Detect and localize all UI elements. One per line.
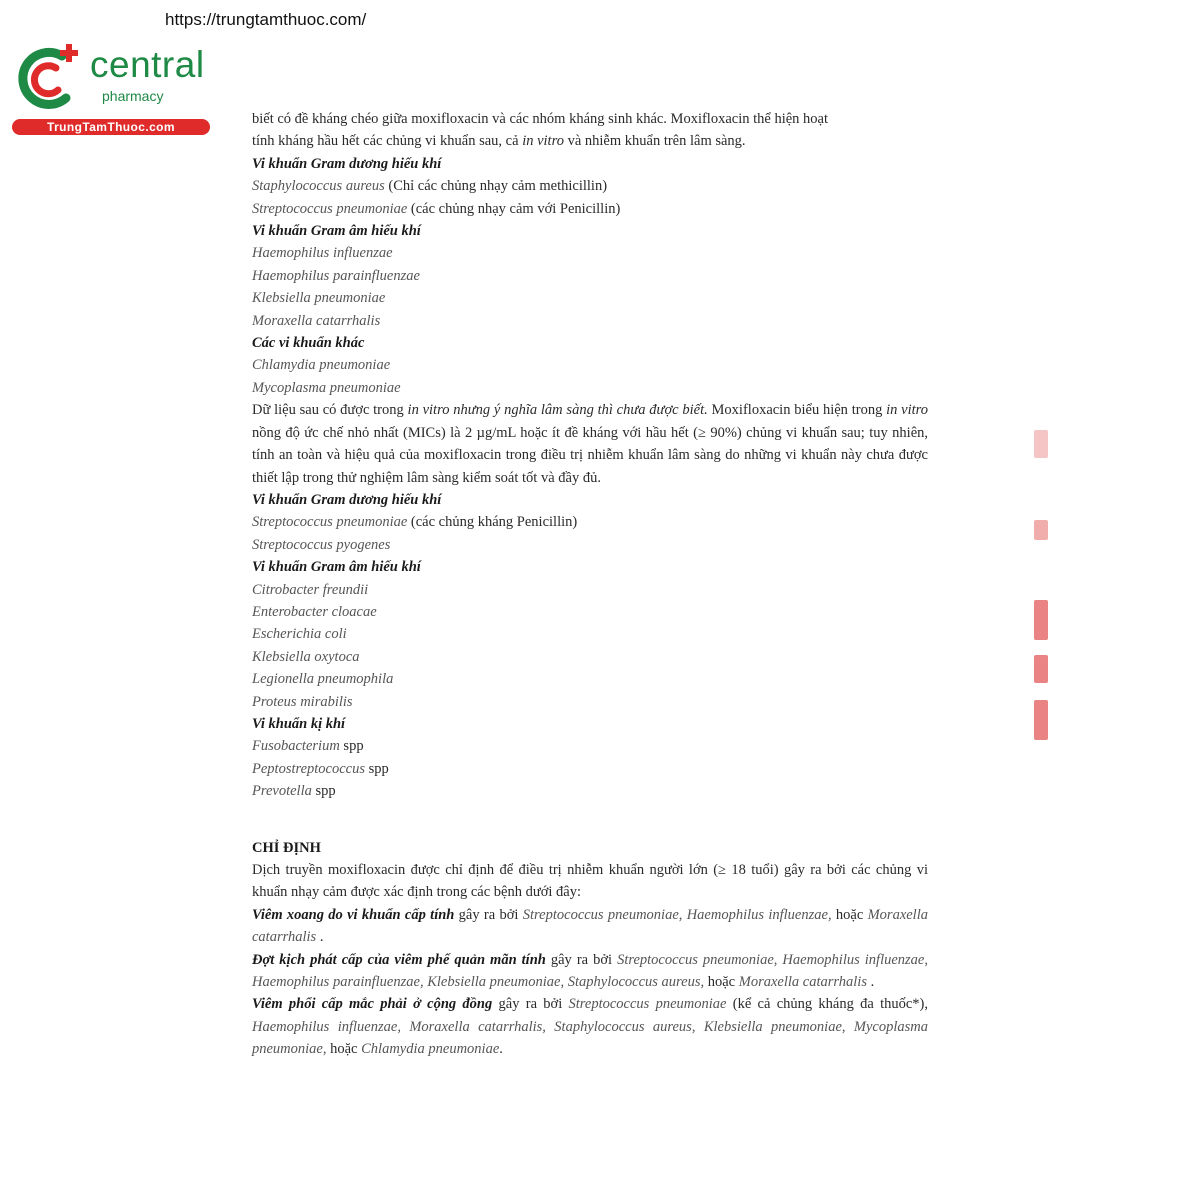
indication-sinusitis: Viêm xoang do vi khuẩn cấp tính gây ra bởi Streptococcus pneumoniae, Haemophilus influenzae, hoặc Moraxella catarrhalis . [252, 906, 928, 946]
list-item: Legionella pneumophila [252, 671, 394, 688]
list-item: Streptococcus pneumoniae (các chủng kháng Penicillin) [252, 514, 578, 531]
list-item: Haemophilus parainfluenzae [252, 267, 420, 284]
indications-intro: Dịch truyền moxifloxacin được chỉ định để điều trị nhiễm khuẩn người lớn (≥ 18 tuổi) gây ra bởi các chủng vi khuẩn nhạy cảm được xác định trong các bệnh dưới đây: [252, 862, 928, 901]
group-anaerobic: Vi khuẩn kị khí [252, 715, 346, 732]
red-stamp-mark [1028, 430, 1054, 750]
list-item: Klebsiella oxytoca [252, 648, 360, 665]
list-item: Moraxella catarrhalis [252, 312, 381, 329]
list-item: Chlamydia pneumoniae [252, 357, 391, 374]
indication-bronchitis: Đợt kịch phát cấp của viêm phế quản mãn tính gây ra bởi Streptococcus pneumoniae, Haemophilus influenzae, Haemophilus parainfluenzae, Klebsiella pneumoniae, Staphylococcus aureus, hoặc Moraxella catarrhalis . [252, 951, 928, 991]
group-gram-positive-aerobic-2: Vi khuẩn Gram dương hiếu khí [252, 491, 442, 508]
source-url[interactable]: https://trungtamthuoc.com/ [165, 10, 367, 29]
list-item: Escherichia coli [252, 626, 347, 643]
logo-brand: central [90, 44, 205, 85]
list-item: Mycoplasma pneumoniae [252, 379, 401, 396]
document-body [252, 108, 928, 1061]
group-other-bacteria: Các vi khuẩn khác [252, 335, 365, 352]
list-item: Peptostreptococcus spp [252, 760, 389, 777]
list-item: Proteus mirabilis [252, 693, 353, 710]
list-item: Streptococcus pneumoniae (các chủng nhạy cảm với Penicillin) [252, 200, 621, 217]
list-item: Staphylococcus aureus (Chỉ các chủng nhạy cảm methicillin) [252, 178, 608, 195]
list-item: Streptococcus pyogenes [252, 536, 391, 553]
list-item: Citrobacter freundii [252, 581, 369, 598]
logo-mark-icon [12, 40, 90, 118]
group-gram-positive-aerobic: Vi khuẩn Gram dương hiếu khí [252, 155, 442, 172]
section-title-indications: CHỈ ĐỊNH [252, 839, 321, 856]
in-vitro-paragraph: Dữ liệu sau có được trong in vitro nhưng ý nghĩa lâm sàng thì chưa được biết. Moxifloxacin biểu hiện trong in vitro nồng độ ức chế nhỏ nhất (MICs) là 2 µg/mL hoặc ít đề kháng với hầu hết (≥ 90%) chủng vi khuẩn sau; tuy nhiên, tính an toàn và hiệu quả của moxifloxacin trong điều trị nhiễm khuẩn lâm sàng do những vi khuẩn này chưa được thiết lập trong thử nghiệm lâm sàng kiểm soát tốt và đầy đủ. [252, 402, 928, 486]
indication-pneumonia: Viêm phổi cấp mắc phải ở cộng đồng gây ra bởi Streptococcus pneumoniae (kể cả chủng kháng đa thuốc*), Haemophilus influenzae, Moraxella catarrhalis, Staphylococcus aureus, Klebsiella pneumoniae, Mycoplasma pneumoniae, hoặc Chlamydia pneumoniae. [252, 996, 928, 1058]
central-pharmacy-logo [12, 40, 212, 140]
logo-subtitle: pharmacy [102, 88, 164, 104]
intro-line-2: tính kháng hầu hết các chủng vi khuẩn sau, cả in vitro và nhiễm khuẩn trên lâm sàng. [252, 133, 746, 150]
intro-line-1: biết có đề kháng chéo giữa moxifloxacin và các nhóm kháng sinh khác. Moxifloxacin thể hiện hoạt [252, 111, 829, 127]
list-item: Prevotella spp [252, 783, 336, 800]
logo-site-badge: TrungTamThuoc.com [12, 119, 210, 135]
list-item: Fusobacterium spp [252, 738, 364, 755]
list-item: Enterobacter cloacae [252, 603, 377, 620]
list-item: Haemophilus influenzae [252, 245, 393, 262]
group-gram-negative-aerobic-2: Vi khuẩn Gram âm hiếu khí [252, 559, 421, 576]
group-gram-negative-aerobic: Vi khuẩn Gram âm hiếu khí [252, 223, 421, 240]
list-item: Klebsiella pneumoniae [252, 290, 386, 307]
